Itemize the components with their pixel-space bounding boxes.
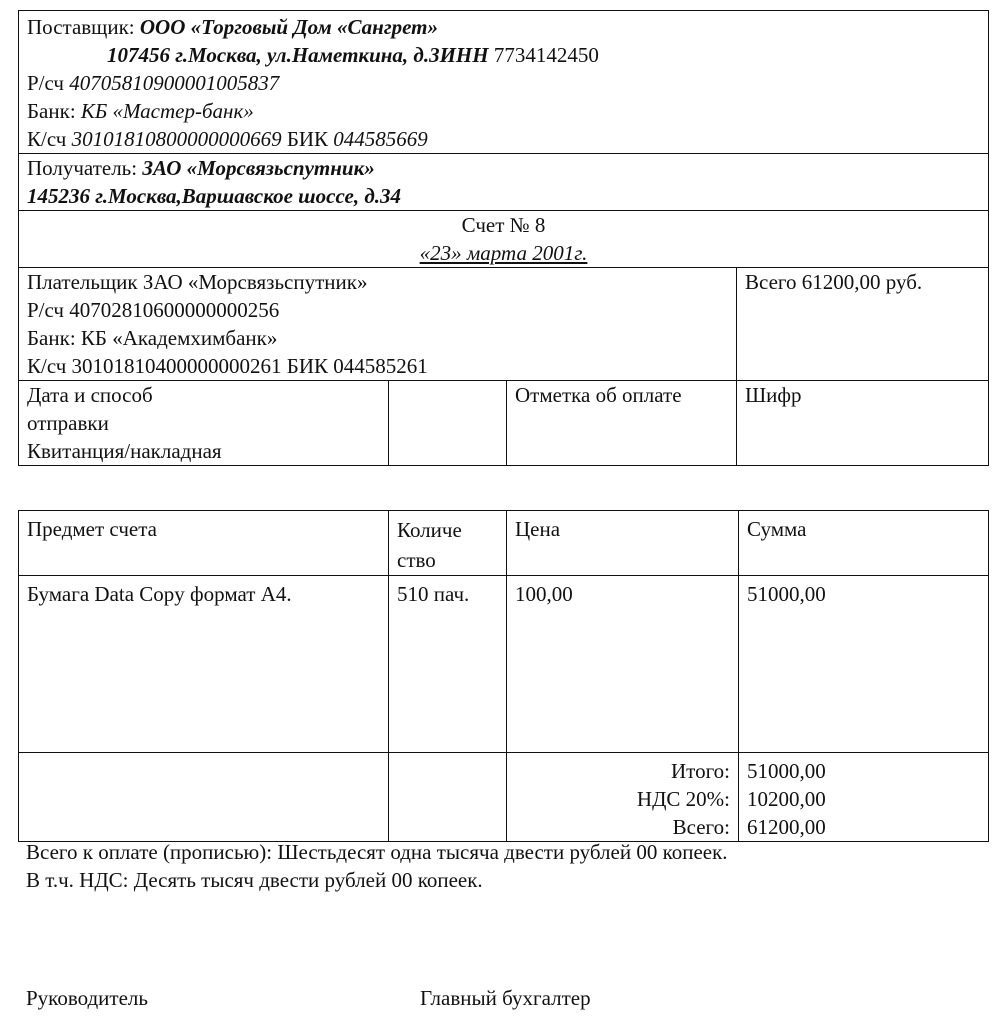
item-quantity: 510 пач. <box>389 576 507 753</box>
amount-in-words <box>26 838 728 894</box>
summary-labels <box>507 753 739 842</box>
vat-in-words: В т.ч. НДС: Десять тысяч двести рублей 00 копеек. <box>26 868 483 892</box>
director-signature-label: Руководитель <box>26 986 148 1010</box>
accountant-signature-label: Главный бухгалтер <box>420 986 591 1010</box>
receiver-label: Получатель: <box>27 156 143 180</box>
payer-section <box>19 268 737 381</box>
supplier-corr-account: 30101810800000000669 <box>71 127 282 151</box>
grand-total-label: Всего: <box>672 815 730 839</box>
header-quantity-part2: ство <box>397 548 436 572</box>
header-quantity <box>389 511 507 576</box>
summary-empty-1 <box>19 753 389 842</box>
items-header-row <box>19 511 989 576</box>
table-row <box>19 576 989 753</box>
supplier-bank-label: Банк: <box>27 99 81 123</box>
item-price: 100,00 <box>507 576 739 753</box>
payment-mark-cell <box>507 381 737 466</box>
shipping-line-3: Квитанция/накладная <box>27 439 222 463</box>
invoice-date: «23» марта 2001г. <box>419 241 588 265</box>
supplier-account: 40705810900001005837 <box>69 71 280 95</box>
header-price: Цена <box>507 511 739 576</box>
receiver-address: 145236 г.Москва,Варшавское шоссе, д.34 <box>27 184 401 208</box>
shipping-line-1: Дата и способ <box>27 383 153 407</box>
receiver-section <box>19 154 989 211</box>
payer-bank: Банк: КБ «Академхимбанк» <box>27 326 278 350</box>
invoice-title-section <box>19 211 989 268</box>
header-sum: Сумма <box>739 511 989 576</box>
summary-empty-2 <box>389 753 507 842</box>
vat-label: НДС 20%: <box>636 787 730 811</box>
shipping-line-2: отправки <box>27 411 109 435</box>
vat-value: 10200,00 <box>747 787 826 811</box>
grand-total-value: 61200,00 <box>747 815 826 839</box>
subtotal-label: Итого: <box>671 759 730 783</box>
total-amount-cell <box>737 268 989 381</box>
supplier-inn-label: ИНН <box>439 43 489 67</box>
payer-name: Плательщик ЗАО «Морсвязьспутник» <box>27 270 368 294</box>
supplier-corr-label: К/сч <box>27 127 72 151</box>
payment-mark-label: Отметка об оплате <box>515 383 682 407</box>
receiver-name: ЗАО «Морсвязьспутник» <box>142 156 375 180</box>
cipher-label: Шифр <box>745 383 802 407</box>
supplier-bank: КБ «Мастер-банк» <box>80 99 254 123</box>
supplier-address: 107456 г.Москва, ул.Наметкина, д.3 <box>107 43 440 67</box>
supplier-bik-label: БИК <box>281 127 334 151</box>
total-in-words: Всего к оплате (прописью): Шестьдесят одна тысяча двести рублей 00 копеек. <box>26 840 728 864</box>
item-subject: Бумага Data Copy формат А4. <box>19 576 389 753</box>
payer-corr-bik: К/сч 30101810400000000261 БИК 044585261 <box>27 354 428 378</box>
summary-values <box>739 753 989 842</box>
supplier-inn: 7734142450 <box>488 43 599 67</box>
summary-row <box>19 753 989 842</box>
subtotal-value: 51000,00 <box>747 759 826 783</box>
supplier-name: ООО «Торговый Дом «Сангрет» <box>139 15 438 39</box>
items-table <box>18 510 989 842</box>
invoice-title: Счет № 8 <box>461 213 546 237</box>
header-quantity-part1: Количе <box>397 518 462 542</box>
cipher-cell <box>737 381 989 466</box>
supplier-label: Поставщик: <box>27 15 140 39</box>
invoice-header-table <box>18 10 989 466</box>
shipping-cell <box>19 381 389 466</box>
supplier-bik: 044585669 <box>333 127 428 151</box>
supplier-section <box>19 11 989 154</box>
supplier-account-label: Р/сч <box>27 71 70 95</box>
empty-cell <box>389 381 507 466</box>
payer-account: Р/сч 40702810600000000256 <box>27 298 280 322</box>
item-sum: 51000,00 <box>739 576 989 753</box>
header-subject: Предмет счета <box>19 511 389 576</box>
total-amount: Всего 61200,00 руб. <box>745 270 923 294</box>
